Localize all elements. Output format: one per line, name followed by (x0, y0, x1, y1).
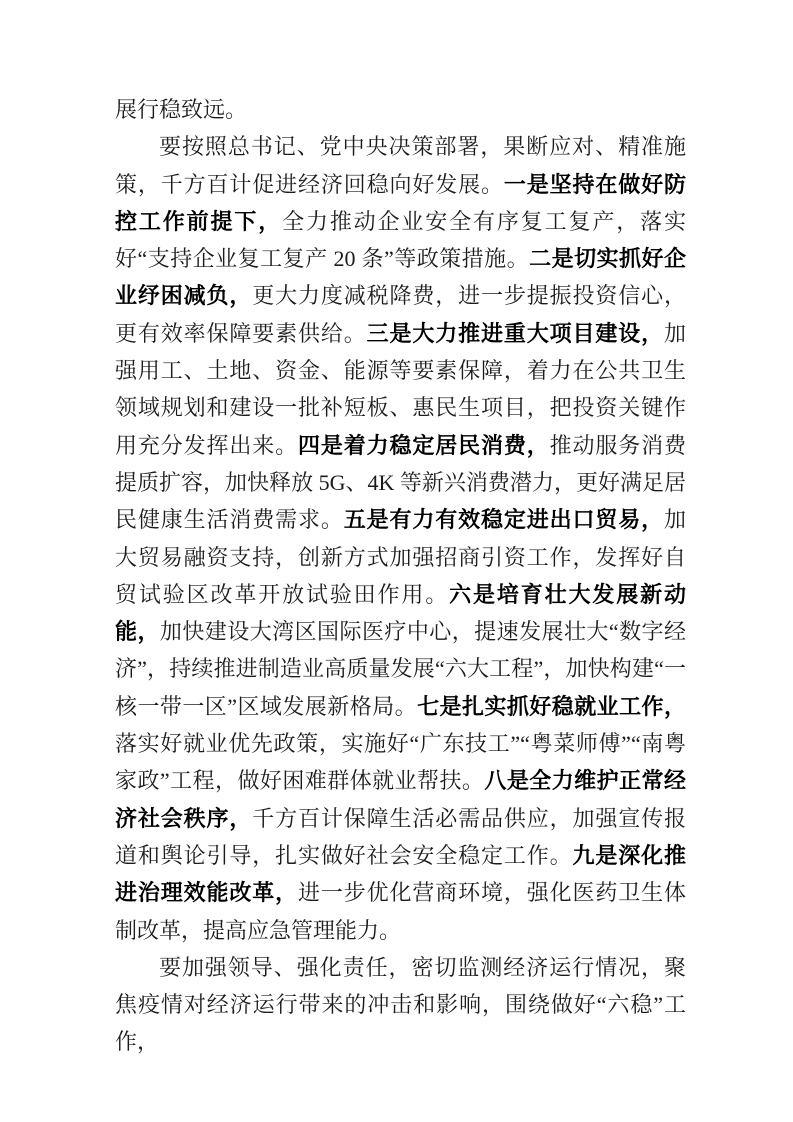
text-run: 全力推动企业安全有序复工复产，落实好“支持企业复工复产 20 条”等政策措施。 (115, 208, 686, 272)
emphasis-run: 五是有力有效稳定进出口贸易， (343, 507, 664, 533)
text-run: 更大力度减税降费，进一步提振投资信心，更有效率保障要素供给。 (115, 283, 686, 346)
text-run: 要按照总书记、党中央决策部署，果断应对、精准施策，千方百计促进经济回稳向好发展。 (115, 134, 686, 197)
text-run: 千方百计保障生活必需品供应，加强宣传报道和舆论引导，扎实做好社会安全稳定工作。 (115, 805, 686, 868)
emphasis-run: 一是坚持在做好防控工作前提下， (115, 171, 686, 234)
text-run: 落实好就业优先政策，实施好“广东技工”“粤菜师傅”“南粤家政”工程，做好困难群体就业帮扶。 (115, 731, 686, 794)
text-run: 进一步优化营商环境，强化医药卫生体制改革，提高应急管理能力。 (115, 880, 686, 943)
emphasis-run: 六是培育壮大发展新动能， (115, 581, 686, 645)
emphasis-run: 七是扎实抓好稳就业工作， (417, 693, 686, 719)
emphasis-run: 二是切实抓好企业纾困减负， (115, 246, 686, 309)
emphasis-run: 八是全力维护正常经济社会秩序， (115, 768, 686, 831)
emphasis-run: 三是大力推进重大项目建设， (366, 320, 664, 346)
text-run: 展行稳致远。 (115, 97, 248, 122)
paragraph (115, 128, 686, 949)
paragraph (115, 949, 686, 1061)
text-run: 加大贸易融资支持，创新方式加强招商引资工作，发挥好自贸试验区改革开放试验田作用。 (115, 507, 686, 607)
paragraph (115, 91, 686, 128)
text-run: 加强用工、土地、资金、能源等要素保障，着力在公共卫生领域规划和建设一批补短板、惠民生项目，把投资关键作用充分发挥出来。 (115, 320, 686, 458)
text-run: 加快建设大湾区国际医疗中心，提速发展壮大“数字经济”，持续推进制造业高质量发展“六大工程”，加快构建“一核一带一区”区域发展新格局。 (115, 619, 686, 719)
text-run: 推动服务消费提质扩容，加快释放 5G、4K 等新兴消费潜力，更好满足居民健康生活消费需求。 (115, 432, 686, 533)
emphasis-run: 九是深化推进治理效能改革， (115, 842, 686, 906)
text-run: 要加强领导、强化责任，密切监测经济运行情况，聚焦疫情对经济运行带来的冲击和影响，围绕做好“六稳”工作， (115, 954, 686, 1055)
document-body (115, 91, 686, 1061)
emphasis-run: 四是着力稳定居民消费， (298, 432, 550, 458)
